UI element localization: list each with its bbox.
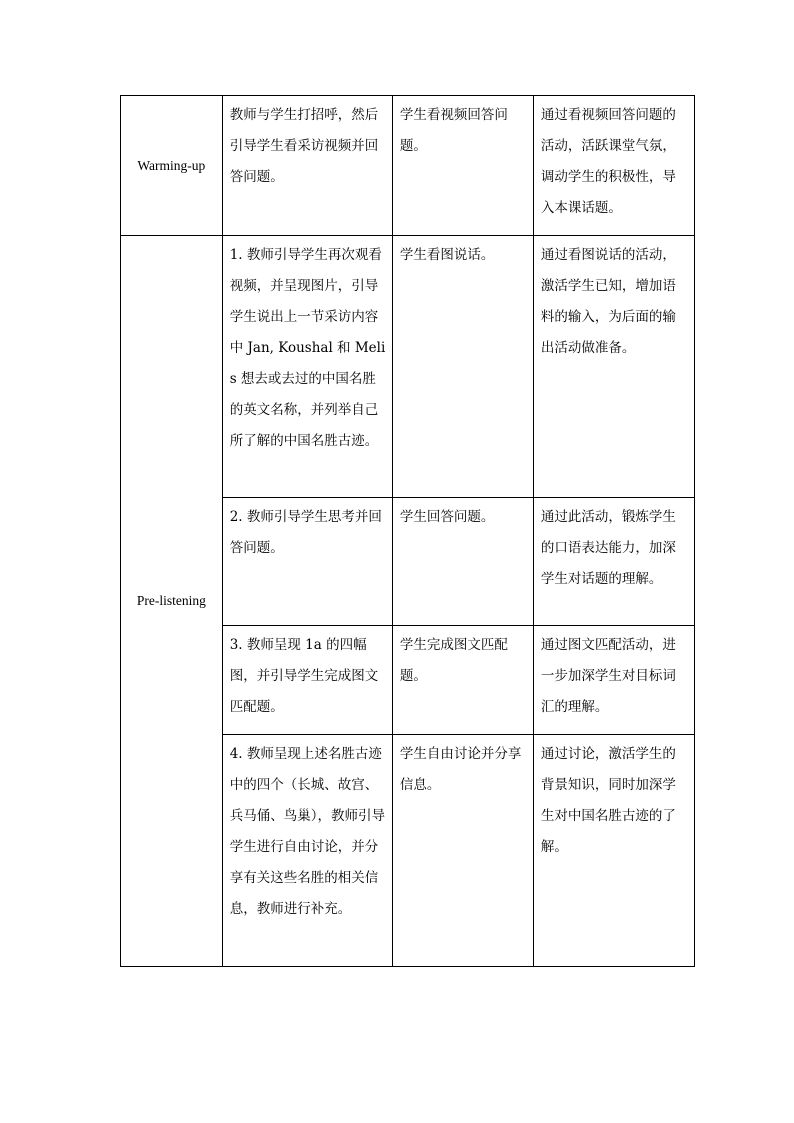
purpose-text: 通过看图说话的活动，激活学生已知，增加语料的输入，为后面的输出活动做准备。 <box>540 247 676 356</box>
student-activity-text: 学生回答问题。 <box>399 509 495 525</box>
purpose-text: 通过讨论，激活学生的背景知识，同时加深学生对中国名胜古迹的了解。 <box>540 746 676 855</box>
teacher-activity-cell <box>222 96 392 236</box>
purpose-text: 通过看视频回答问题的活动，活跃课堂气氛，调动学生的积极性，导入本课话题。 <box>540 107 676 216</box>
table-row-pre-listening-1 <box>121 236 695 498</box>
teacher-activity-text: 2. 教师引导学生思考并回答问题。 <box>229 509 382 556</box>
student-activity-cell <box>392 735 533 967</box>
student-activity-cell <box>392 498 533 626</box>
purpose-cell <box>533 236 694 498</box>
purpose-text: 通过图文匹配活动，进一步加深学生对目标词汇的理解。 <box>540 637 676 715</box>
teacher-activity-text: 3. 教师呈现 1a 的四幅图，并引导学生完成图文匹配题。 <box>229 637 379 715</box>
student-activity-cell <box>392 236 533 498</box>
stage-cell-pre-listening <box>121 236 223 967</box>
table-row-warming-up <box>121 96 695 236</box>
purpose-text: 通过此活动，锻炼学生的口语表达能力，加深学生对话题的理解。 <box>540 509 676 587</box>
student-activity-text: 学生看视频回答问题。 <box>399 107 508 154</box>
teacher-activity-text: 4. 教师呈现上述名胜古迹中的四个（长城、故宫、兵马俑、鸟巢），教师引导学生进行自由讨论，并分享有关这些名胜的相关信息，教师进行补充。 <box>229 746 385 917</box>
teacher-activity-cell <box>222 735 392 967</box>
purpose-cell <box>533 735 694 967</box>
purpose-cell <box>533 498 694 626</box>
purpose-cell <box>533 96 694 236</box>
lesson-plan-table <box>120 95 695 967</box>
stage-label: Warming-up <box>137 157 206 173</box>
student-activity-text: 学生看图说话。 <box>399 247 495 263</box>
teacher-activity-cell <box>222 498 392 626</box>
purpose-cell <box>533 626 694 735</box>
student-activity-text: 学生完成图文匹配题。 <box>399 637 508 684</box>
teacher-activity-cell <box>222 236 392 498</box>
teacher-activity-text: 1. 教师引导学生再次观看视频，并呈现图片，引导学生说出上一节采访内容中 Jan, Koushal 和 Meli s 想去或去过的中国名胜的英文名称，并列举自己所了解的中国名胜古迹。 <box>229 247 386 449</box>
student-activity-text: 学生自由讨论并分享信息。 <box>399 746 522 793</box>
stage-label: Pre-listening <box>136 593 206 608</box>
student-activity-cell <box>392 96 533 236</box>
stage-cell-warming-up <box>121 96 223 236</box>
teacher-activity-cell <box>222 626 392 735</box>
teacher-activity-text: 教师与学生打招呼，然后引导学生看采访视频并回答问题。 <box>229 107 379 185</box>
student-activity-cell <box>392 626 533 735</box>
